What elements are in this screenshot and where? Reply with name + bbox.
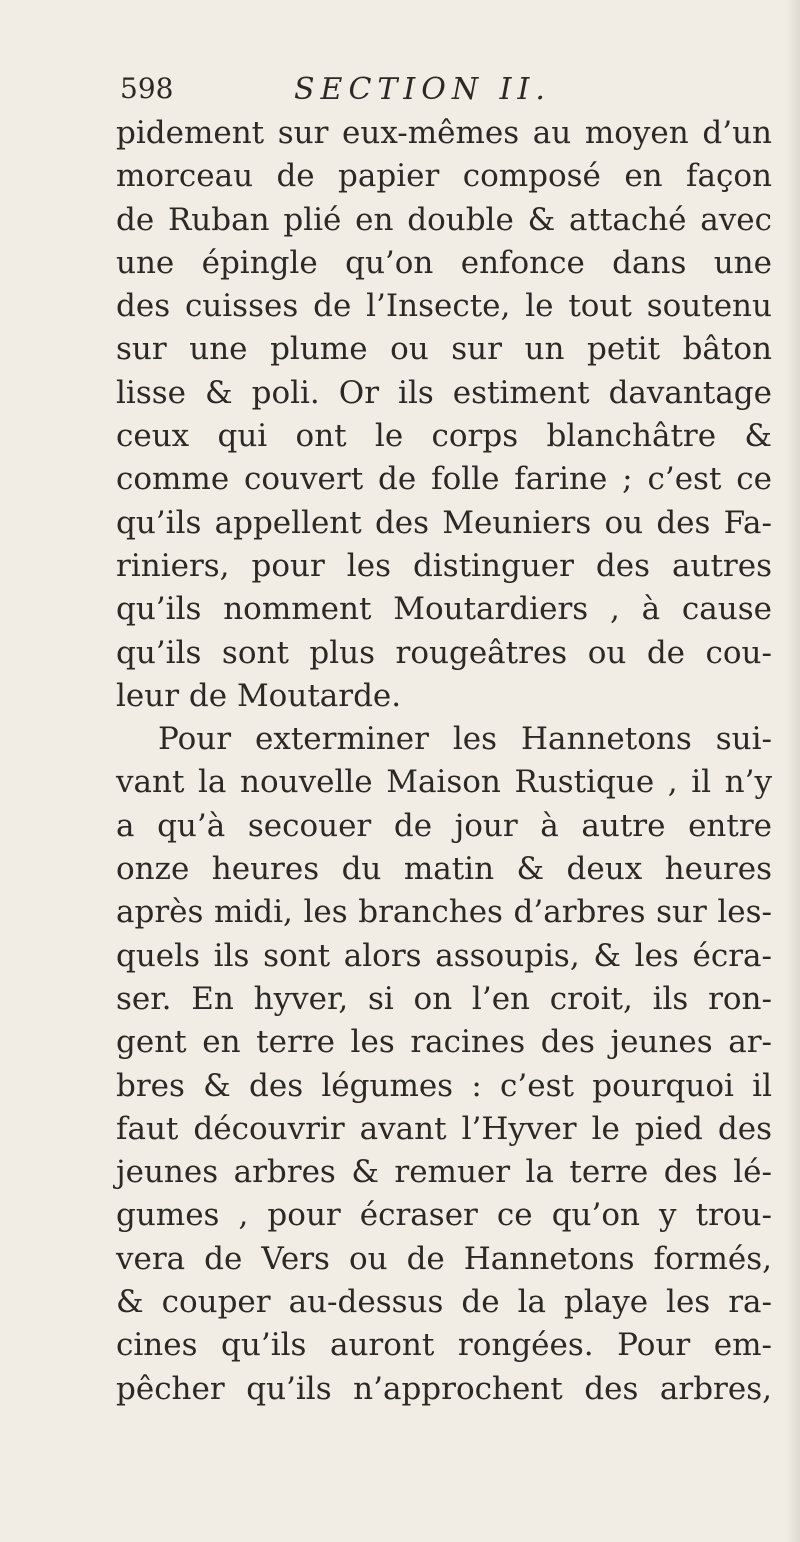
text-line: de Ruban plié en double & attaché avec [116, 201, 772, 238]
text-line: ser. En hyver, si on l’en croit, ils ron- [116, 980, 772, 1017]
text-line: riniers, pour les distinguer des autres [116, 547, 772, 584]
text-line: Pour exterminer les Hannetons sui- [158, 721, 772, 758]
text-line: vant la nouvelle Maison Rustique , il n’y [116, 764, 772, 801]
text-line: a qu’à secouer de jour à autre entre [116, 807, 772, 844]
text-line: ceux qui ont le corps blanchâtre & [116, 418, 772, 455]
page-number: 598 [120, 72, 174, 105]
text-line: faut découvrir avant l’Hyver le pied des [116, 1110, 772, 1147]
text-line: pêcher qu’ils n’approchent des arbres, [116, 1370, 772, 1407]
page-header [120, 72, 700, 116]
text-line: qu’ils appellent des Meuniers ou des Fa- [116, 504, 772, 541]
text-line: cines qu’ils auront rongées. Pour em- [116, 1327, 772, 1364]
text-line: sur une plume ou sur un petit bâton [116, 331, 772, 368]
text-line: après midi, les branches d’arbres sur les- [116, 894, 772, 931]
text-line: une épingle qu’on enfonce dans une [116, 244, 772, 281]
text-line: comme couvert de folle farine ; c’est ce [116, 461, 772, 498]
text-line: jeunes arbres & remuer la terre des lé- [116, 1154, 772, 1191]
text-line: vera de Vers ou de Hannetons formés, [116, 1240, 772, 1277]
text-line: des cuisses de l’Insecte, le tout soutenu [116, 288, 772, 325]
body-text [116, 112, 772, 1411]
text-line: gumes , pour écraser ce qu’on y trou- [116, 1197, 772, 1234]
text-line: leur de Moutarde. [116, 677, 402, 714]
text-line: qu’ils nomment Moutardiers , à cause [116, 591, 772, 628]
text-line: gent en terre les racines des jeunes ar- [116, 1024, 772, 1061]
text-line: morceau de papier composé en façon [116, 158, 772, 195]
running-title: SECTION II. [294, 72, 551, 107]
text-line: qu’ils sont plus rougeâtres ou de cou- [116, 634, 772, 671]
text-line: onze heures du matin & deux heures [116, 851, 772, 888]
text-line: & couper au-dessus de la playe les ra- [116, 1284, 772, 1321]
text-line: lisse & poli. Or ils estiment davantage [116, 374, 772, 411]
text-line: bres & des légumes : c’est pourquoi il [116, 1067, 772, 1104]
text-line: pidement sur eux-mêmes au moyen d’un [116, 115, 772, 151]
text-line: quels ils sont alors assoupis, & les écra- [116, 937, 772, 974]
page-edge-shadow [786, 0, 800, 1542]
